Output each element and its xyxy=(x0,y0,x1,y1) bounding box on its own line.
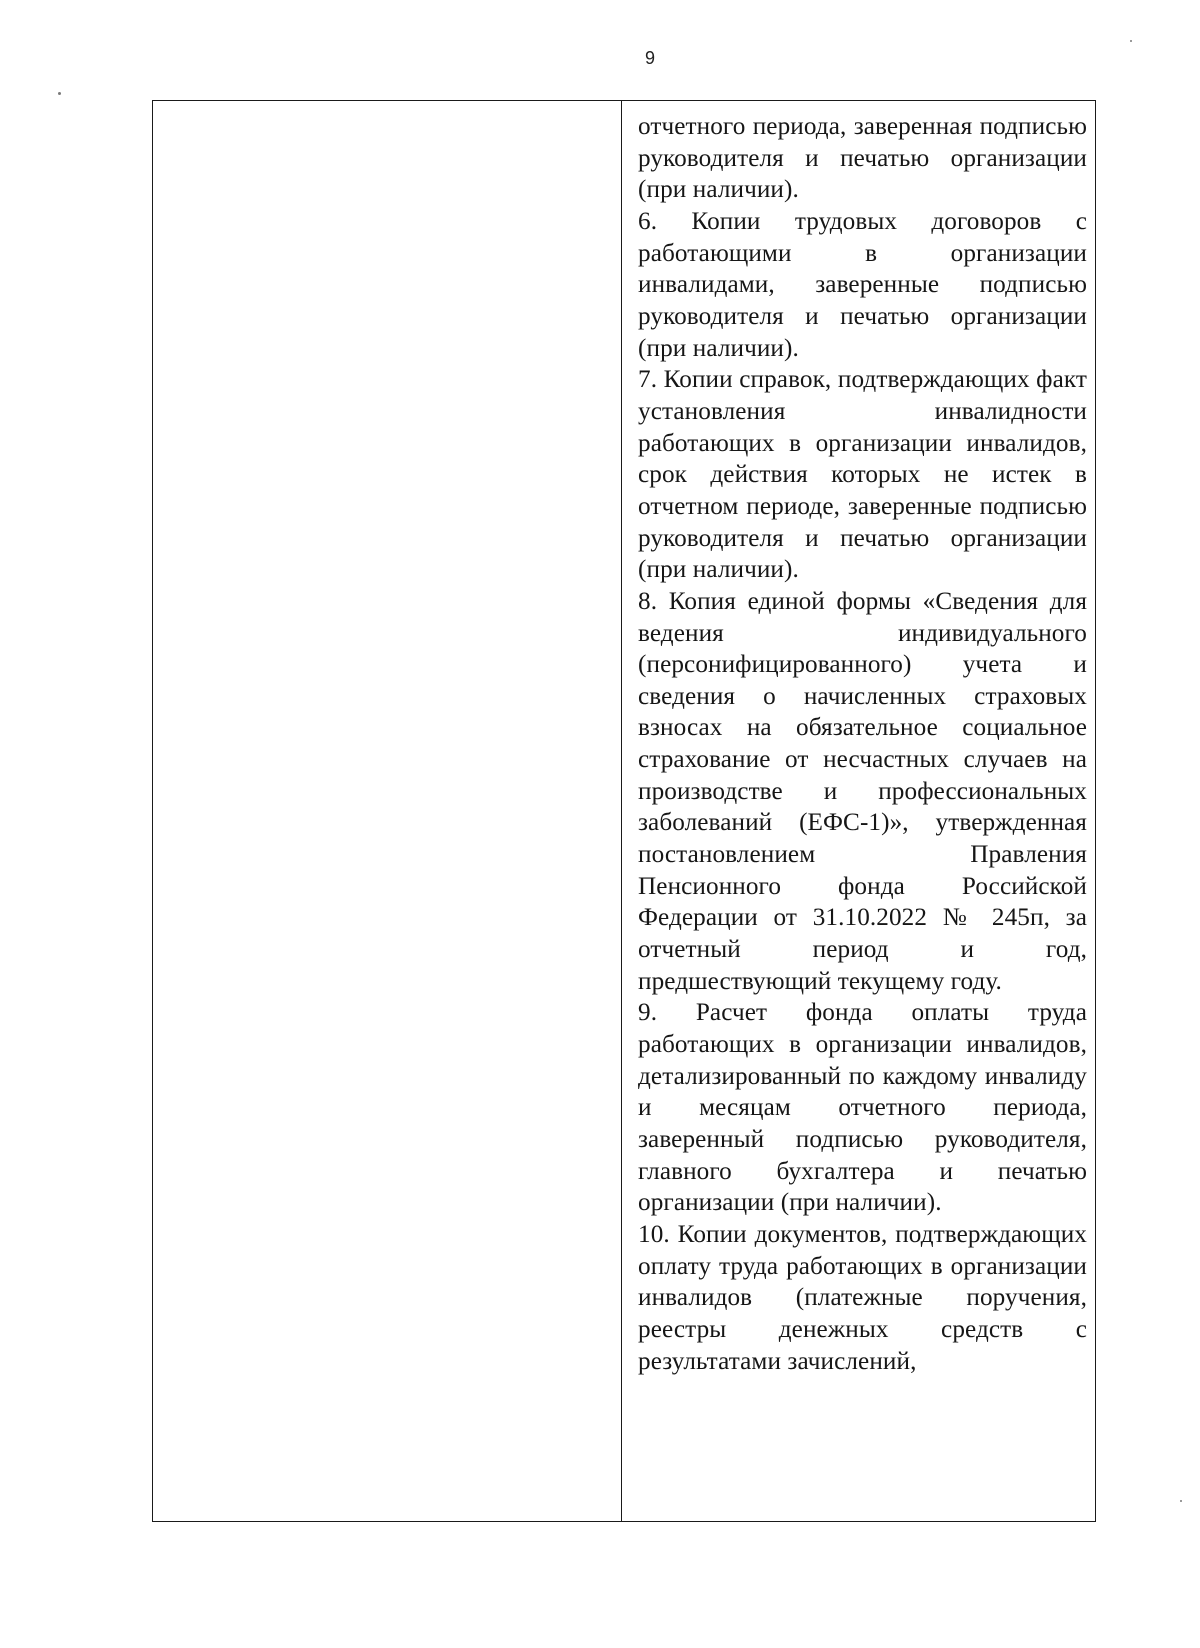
page-number: 9 xyxy=(644,48,655,68)
table-left-column xyxy=(153,101,622,1521)
list-item-9: 9. Расчет фонда оплаты труда работающих в организации инвалидов, детализированный по каждому инвалиду и месяцам отчетного периода, заверенный подписью руководителя, главного бухгалтера и печатью организации (при наличии). xyxy=(638,999,1087,1217)
scan-speck xyxy=(58,92,61,95)
list-item-7: 7. Копии справок, подтверждающих факт установления инвалидности работающих в организации инвалидов, срок действия которых не истек в отчетном периоде, заверенные подписью руководителя и печатью организации (при наличии). xyxy=(638,366,1087,584)
document-table xyxy=(152,100,1096,1522)
scan-speck xyxy=(1130,40,1132,42)
scan-speck xyxy=(1180,1500,1182,1502)
table-right-column xyxy=(622,101,1095,1521)
list-item-6: 6. Копии трудовых договоров с работающими в организации инвалидами, заверенные подписью руководителя и печатью организации (при наличии). xyxy=(638,207,1087,362)
right-column-text xyxy=(638,111,1087,1377)
list-item-10: 10. Копии документов, подтверждающих оплату труда работающих в организации инвалидов (платежные поручения, реестры денежных средств с результатами зачислений, xyxy=(638,1220,1087,1375)
list-item-8: 8. Копия единой формы «Сведения для ведения индивидуального (персонифицированного) учета и сведения о начисленных страховых взносах на обязательное социальное страхование от несчастных случаев на производстве и профессиональных заболеваний (ЕФС-1)», утвержденная постановлением Правления Пенсионного фонда Российской Федерации от 31.10.2022 № 245п, за отчетный период и год, предшествующий текущему году. xyxy=(638,587,1087,995)
list-item-continuation: отчетного периода, заверенная подписью руководителя и печатью организации (при наличии). xyxy=(638,113,1087,204)
